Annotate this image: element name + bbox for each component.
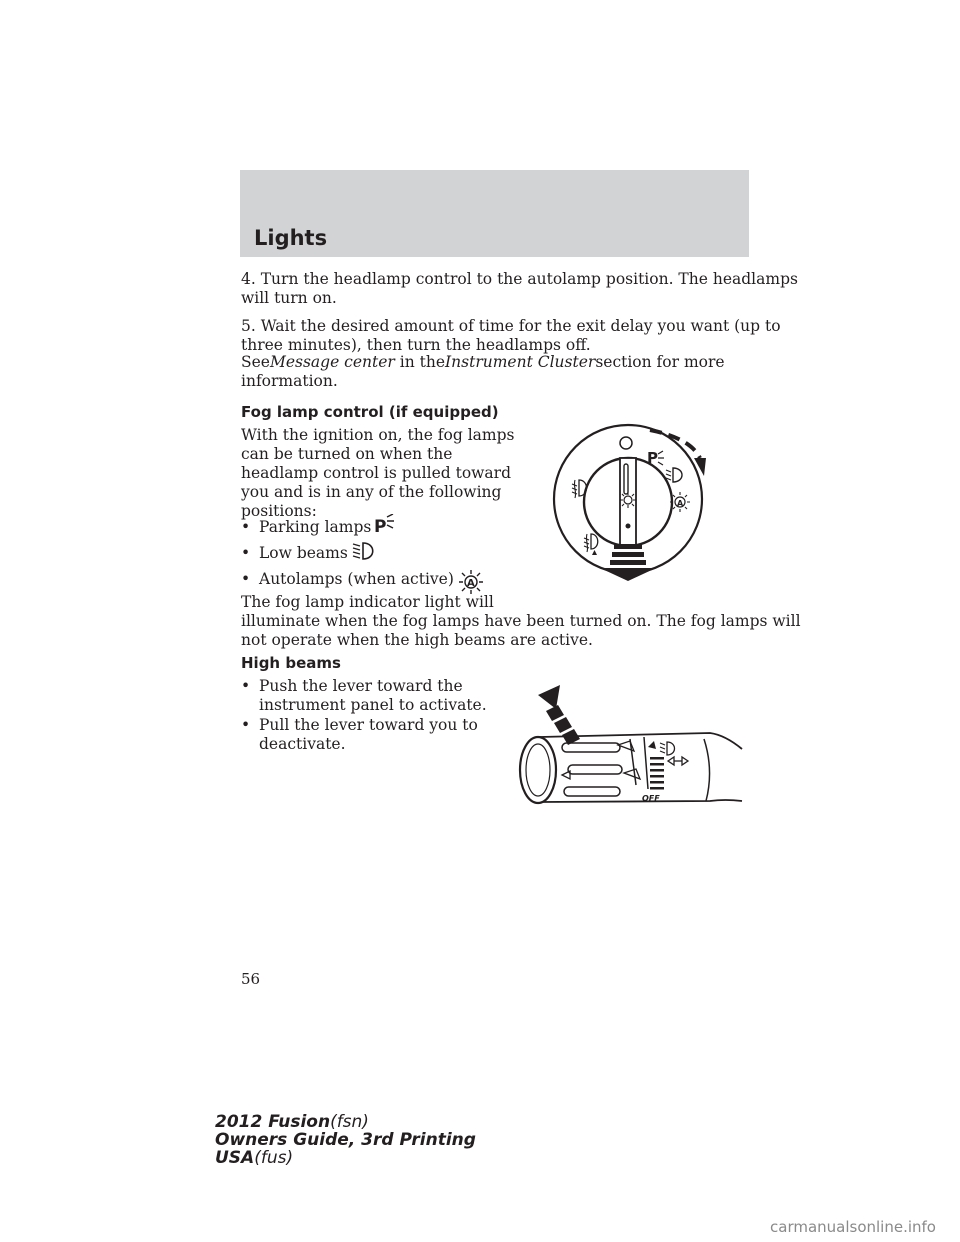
fog-intro-line-2: can be turned on when the <box>241 445 453 463</box>
bullet-autolamps-label: Autolamps (when active) <box>259 570 454 588</box>
section-title: Lights <box>254 226 328 250</box>
instrument-cluster-reference: Instrument Cluster <box>445 353 596 371</box>
lever-ridge-1 <box>562 743 620 752</box>
bullet-low-beams-label: Low beams <box>259 544 348 562</box>
step-5-line-1: 5. Wait the desired amount of time for the exit delay you want (up to <box>241 317 781 335</box>
bullet-low-beams <box>241 540 378 563</box>
bullet-marker: • <box>241 716 251 734</box>
step-5-line-2: three minutes), then turn the headlamps off. <box>241 336 591 354</box>
indicator-line-3: not operate when the high beams are active. <box>241 631 593 649</box>
svg-text:A: A <box>677 499 684 508</box>
headlamp-control-illustration <box>540 418 730 584</box>
footer-guide-line: Owners Guide, 3rd Printing <box>215 1130 476 1150</box>
step-4-line-2: will turn on. <box>241 289 337 307</box>
high-beams-pull-instruction: Pull the lever toward you to <box>259 716 478 734</box>
bullet-parking-lamps <box>241 514 397 537</box>
bullet-autolamps <box>241 566 486 596</box>
fog-intro-line-4: you and is in any of the following <box>241 483 502 501</box>
low-beam-icon <box>350 540 378 562</box>
footer-model: 2012 Fusion <box>215 1112 331 1132</box>
bullet-marker: • <box>241 518 251 536</box>
see-reference-line <box>241 353 725 372</box>
bullet-marker: • <box>241 677 251 695</box>
fog-lamp-heading: Fog lamp control (if equipped) <box>241 403 499 421</box>
footer-model-line <box>215 1113 476 1131</box>
dial-autolamp-icon <box>670 492 690 512</box>
lever-high-beam-icon <box>660 742 675 755</box>
footer-market: USA <box>215 1148 255 1168</box>
bullet-marker: • <box>241 544 251 562</box>
high-beams-push-instruction: Push the lever toward the <box>259 677 463 695</box>
autolamp-icon-letter: A <box>466 578 475 589</box>
indicator-line-1: The fog lamp indicator light will <box>241 593 494 611</box>
fog-intro-line-1: With the ignition on, the fog lamps <box>241 426 515 444</box>
multifunction-lever-illustration <box>510 685 750 810</box>
svg-text:P: P <box>374 517 387 536</box>
dial-parking-lamps-label <box>647 449 664 467</box>
watermark-link[interactable]: carmanualsonline.info <box>770 1218 936 1236</box>
dial-center-dot <box>626 524 631 529</box>
wash-arrow-icon <box>562 771 570 779</box>
wiper-icon-mid <box>624 769 640 779</box>
lever-ridge-3 <box>564 787 620 796</box>
lever-ring-lines <box>630 737 648 789</box>
high-beams-bullet-1-line-2: instrument panel to activate. <box>259 696 487 714</box>
svg-text:P: P <box>647 449 658 467</box>
autolamp-icon <box>456 566 486 596</box>
indicator-line-2: illuminate when the fog lamps have been turned on. The fog lamps will <box>241 612 801 630</box>
interval-marks <box>650 757 664 790</box>
see-suffix: section for more <box>595 353 725 371</box>
step-4-line-1: 4. Turn the headlamp control to the autolamp position. The headlamps <box>241 270 798 288</box>
mist-arrow-icon <box>648 741 656 749</box>
fog-intro-line-5: positions: <box>241 502 317 520</box>
high-beams-heading: High beams <box>241 654 341 672</box>
fog-intro-line-3: headlamp control is pulled toward <box>241 464 511 482</box>
turn-signal-arrows-icon <box>668 757 688 765</box>
document-footer <box>215 1113 476 1167</box>
high-beams-bullet-1-line-1 <box>241 677 463 696</box>
high-beams-bullet-2-line-2: deactivate. <box>259 735 346 753</box>
see-prefix: See <box>241 353 270 371</box>
lever-off-label: OFF <box>642 794 660 803</box>
footer-market-code: (fus) <box>254 1148 294 1168</box>
see-mid: in the <box>399 353 446 371</box>
dial-pointer-slot <box>624 464 628 494</box>
lever-collar-line <box>704 739 710 801</box>
bullet-marker: • <box>241 570 251 588</box>
see-reference-line-2: information. <box>241 372 338 390</box>
parking-lamps-icon <box>373 514 397 536</box>
page-number: 56 <box>241 970 261 988</box>
footer-model-code: (fsn) <box>330 1112 369 1132</box>
high-beams-bullet-2-line-1 <box>241 716 478 735</box>
lever-ridge-2 <box>568 765 622 774</box>
wiper-icon-top <box>618 741 634 751</box>
bullet-parking-lamps-label: Parking lamps <box>259 518 372 536</box>
message-center-reference: Message center <box>269 353 395 371</box>
footer-market-line <box>215 1149 476 1167</box>
